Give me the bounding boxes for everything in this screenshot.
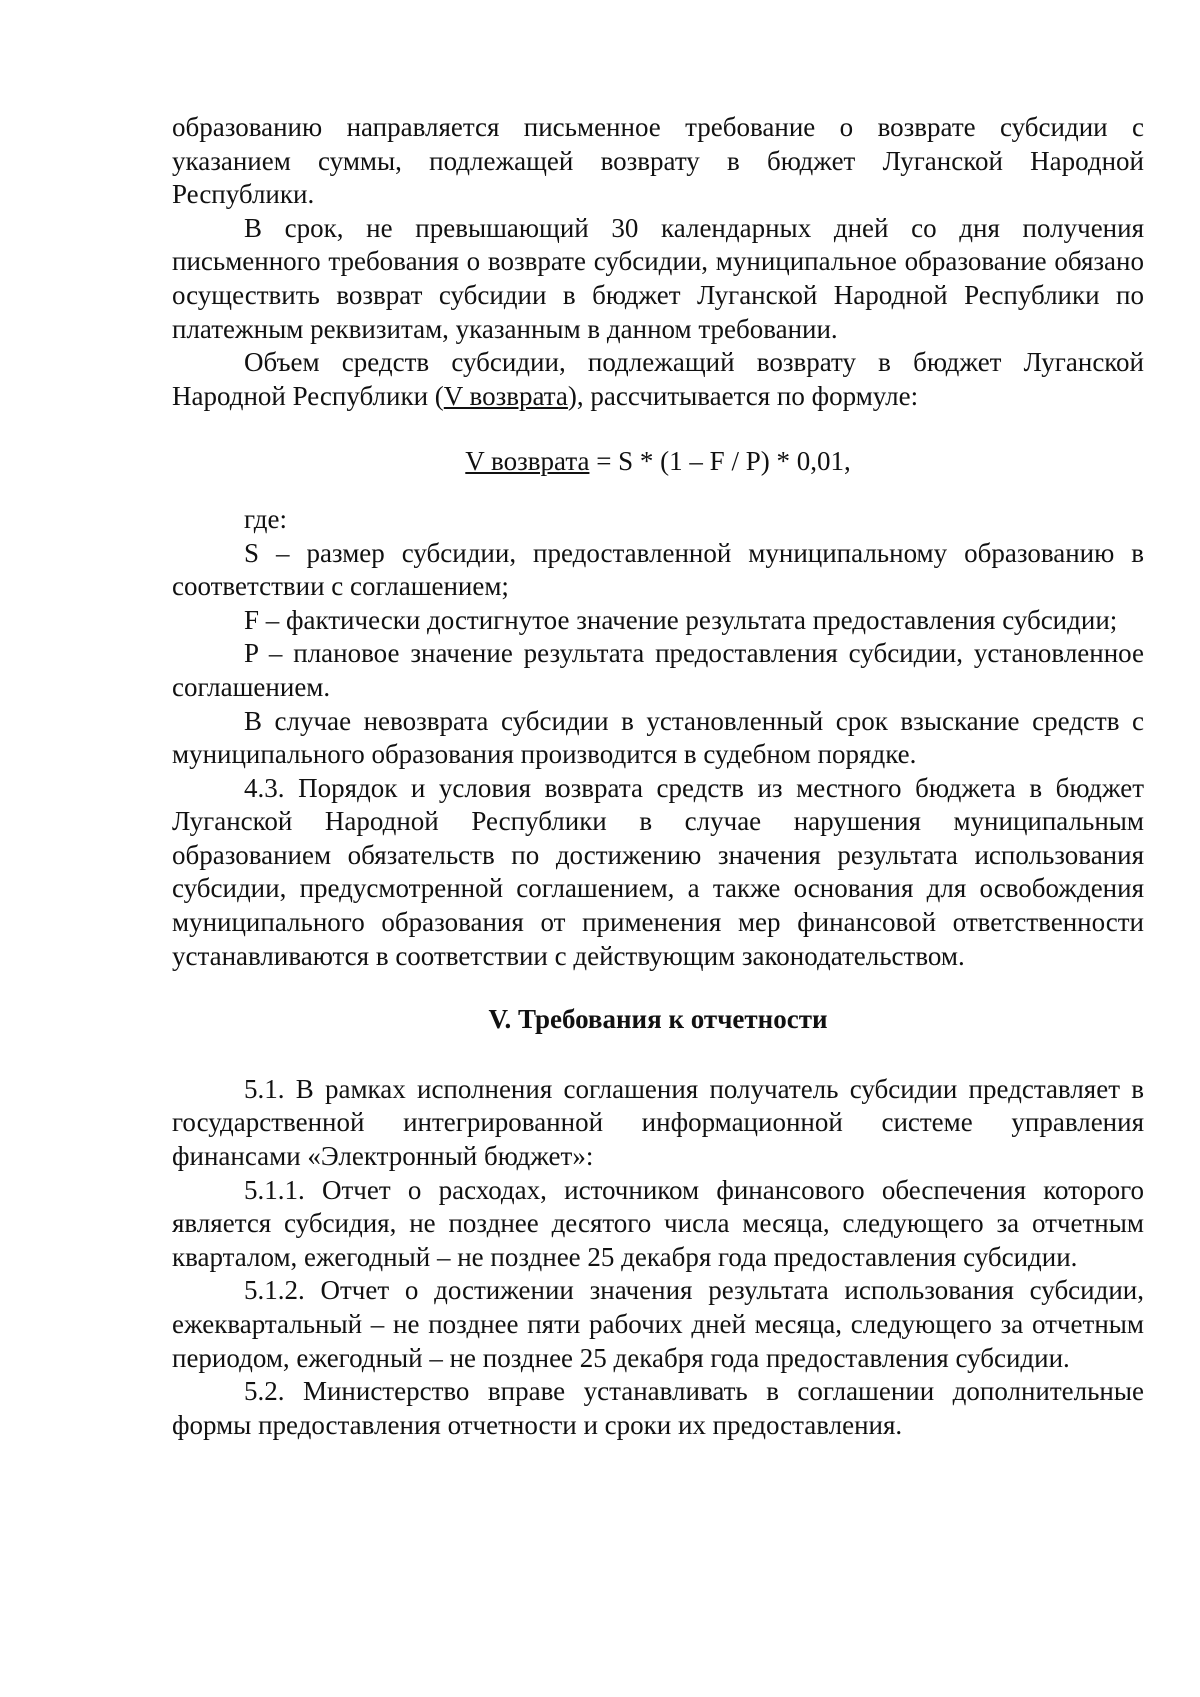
volume-term: V возврата xyxy=(443,380,568,411)
volume-text-pre: Объем средств субсидии, подлежащий возврату в бюджет Луганской Народной Республики ( xyxy=(172,347,1144,411)
paragraph-non-return: В случае невозврата субсидии в установленный срок взыскание средств с муниципального образования производится в судебном порядке. xyxy=(172,705,1144,770)
definition-p: P – плановое значение результата предоставления субсидии, установленное соглашением. xyxy=(172,638,1144,702)
paragraph-return-deadline: В срок, не превышающий 30 календарных дней со дня получения письменного требования о возврате субсидии, муниципальное образование обязано осуществить возврат субсидии в бюджет Луганской Народной Республики по платежным реквизитам, указанным в данном требовании. xyxy=(172,212,1144,344)
definition-s: S – размер субсидии, предоставленной муниципальному образованию в соответствии с соглашением; xyxy=(172,537,1144,602)
return-formula xyxy=(172,445,1144,479)
paragraph-4-3: 4.3. Порядок и условия возврата средств из местного бюджета в бюджет Луганской Народной Республики в случае нарушения муниципальным образованием обязательств по достижению значения результата использования субсидии, предусмотренной соглашением, а также основания для освобождения муниципального образования от применения мер финансовой ответственности устанавливаются в соответствии с действующим законодательством. xyxy=(172,772,1144,971)
paragraph-5-1-2: 5.1.2. Отчет о достижении значения результата использования субсидии, ежеквартальный – не позднее пяти рабочих дней месяца, следующего за отчетным периодом, ежегодный – не позднее 25 декабря года предоставления субсидии. xyxy=(172,1275,1144,1373)
paragraph-5-1: 5.1. В рамках исполнения соглашения получатель субсидии представляет в государственной интегрированной информационной системе управления финансами «Электронный бюджет»: xyxy=(172,1073,1144,1172)
paragraph-return-volume xyxy=(172,346,1144,413)
paragraph-return-requirement: образованию направляется письменное требование о возврате субсидии с указанием суммы, подлежащей возврату в бюджет Луганской Народной Республики. xyxy=(172,112,1144,210)
paragraph-5-2: 5.2. Министерство вправе устанавливать в соглашении дополнительные формы предоставления отчетности и сроки их предоставления. xyxy=(172,1376,1144,1440)
section-heading: V. Требования к отчетности xyxy=(488,1004,828,1035)
formula-term: V возврата xyxy=(465,446,590,477)
paragraph-5-1-1: 5.1.1. Отчет о расходах, источником финансового обеспечения которого является субсидия, не позднее десятого числа месяца, следующего за отчетным кварталом, ежегодный – не позднее 25 декабря года предоставления субсидии. xyxy=(172,1174,1144,1272)
definition-f: F – фактически достигнутое значение результата предоставления субсидии; xyxy=(244,604,1118,635)
formula-expression: = S * (1 – F / P) * 0,01, xyxy=(589,446,851,477)
where-label: где: xyxy=(244,503,287,534)
volume-text-post: ), рассчитывается по формуле: xyxy=(567,380,919,411)
document-page xyxy=(172,111,1144,1442)
